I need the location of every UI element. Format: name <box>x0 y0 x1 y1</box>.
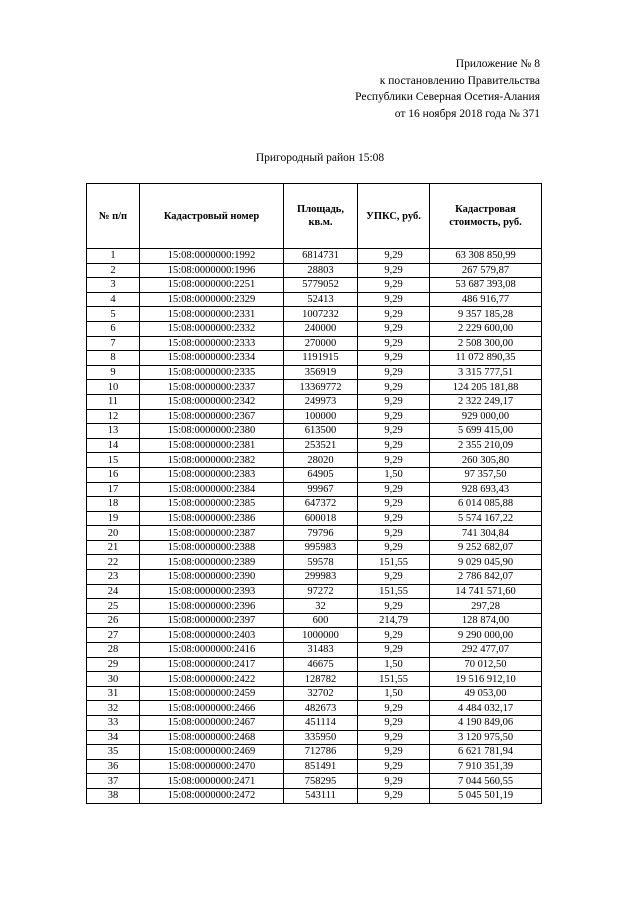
cell-upks: 9,29 <box>358 482 430 497</box>
cell-cadastral-value: 14 741 571,60 <box>430 584 542 599</box>
cell-cadastral-number: 15:08:0000000:2337 <box>140 380 284 395</box>
cell-number: 34 <box>87 730 140 745</box>
cell-number: 20 <box>87 526 140 541</box>
cell-number: 36 <box>87 759 140 774</box>
cell-cadastral-number: 15:08:0000000:2335 <box>140 365 284 380</box>
cell-cadastral-number: 15:08:0000000:2332 <box>140 321 284 336</box>
cell-area: 99967 <box>284 482 358 497</box>
cell-upks: 9,29 <box>358 643 430 658</box>
table-row <box>87 701 542 716</box>
cell-cadastral-value: 124 205 181,88 <box>430 380 542 395</box>
cell-upks: 9,29 <box>358 336 430 351</box>
cell-cadastral-value: 11 072 890,35 <box>430 351 542 366</box>
cell-cadastral-value: 9 029 045,90 <box>430 555 542 570</box>
cell-upks: 9,29 <box>358 365 430 380</box>
cell-number: 23 <box>87 570 140 585</box>
cell-cadastral-value: 9 290 000,00 <box>430 628 542 643</box>
cell-cadastral-number: 15:08:0000000:2387 <box>140 526 284 541</box>
cell-area: 1007232 <box>284 307 358 322</box>
appendix-number: Приложение № 8 <box>455 58 540 70</box>
appendix-date: от 16 ноября 2018 года № 371 <box>394 107 540 120</box>
cell-number: 37 <box>87 774 140 789</box>
table-row <box>87 394 542 409</box>
cell-upks: 9,29 <box>358 351 430 366</box>
cell-cadastral-number: 15:08:0000000:2416 <box>140 643 284 658</box>
cell-number: 28 <box>87 643 140 658</box>
cell-number: 4 <box>87 292 140 307</box>
table-header-row <box>87 184 542 249</box>
cell-cadastral-value: 3 120 975,50 <box>430 730 542 745</box>
table-row <box>87 570 542 585</box>
cell-number: 21 <box>87 540 140 555</box>
cell-cadastral-value: 9 357 185,28 <box>430 307 542 322</box>
table-row <box>87 321 542 336</box>
cell-number: 5 <box>87 307 140 322</box>
cell-cadastral-value: 9 252 682,07 <box>430 540 542 555</box>
cell-cadastral-value: 5 574 167,22 <box>430 511 542 526</box>
cell-area: 13369772 <box>284 380 358 395</box>
cell-upks: 9,29 <box>358 511 430 526</box>
cell-number: 33 <box>87 716 140 731</box>
cell-number: 35 <box>87 745 140 760</box>
table-row <box>87 307 542 322</box>
cell-upks: 9,29 <box>358 759 430 774</box>
table-row <box>87 686 542 701</box>
cell-cadastral-number: 15:08:0000000:2472 <box>140 788 284 803</box>
cell-upks: 9,29 <box>358 540 430 555</box>
cell-cadastral-number: 15:08:0000000:2329 <box>140 292 284 307</box>
cell-number: 6 <box>87 321 140 336</box>
column-header-upks: УПКС, руб. <box>358 184 430 249</box>
cell-cadastral-number: 15:08:0000000:2417 <box>140 657 284 672</box>
cell-area: 335950 <box>284 730 358 745</box>
cell-upks: 9,29 <box>358 526 430 541</box>
cell-number: 16 <box>87 467 140 482</box>
cell-upks: 9,29 <box>358 424 430 439</box>
cell-upks: 1,50 <box>358 467 430 482</box>
cell-upks: 9,29 <box>358 409 430 424</box>
table-row <box>87 249 542 264</box>
cell-cadastral-number: 15:08:0000000:2469 <box>140 745 284 760</box>
page-title: Пригородный район 15:08 <box>255 152 385 164</box>
table-row <box>87 774 542 789</box>
cell-number: 27 <box>87 628 140 643</box>
cell-number: 7 <box>87 336 140 351</box>
cell-cadastral-value: 49 053,00 <box>430 686 542 701</box>
table-row <box>87 584 542 599</box>
cell-cadastral-number: 15:08:0000000:2251 <box>140 278 284 293</box>
table-row <box>87 526 542 541</box>
cell-cadastral-number: 15:08:0000000:2422 <box>140 672 284 687</box>
cell-cadastral-value: 5 699 415,00 <box>430 424 542 439</box>
cell-cadastral-number: 15:08:0000000:2334 <box>140 351 284 366</box>
cell-area: 240000 <box>284 321 358 336</box>
column-header-area: Площадь, кв.м. <box>284 184 358 249</box>
table-row <box>87 365 542 380</box>
cell-area: 647372 <box>284 497 358 512</box>
cell-number: 38 <box>87 788 140 803</box>
cell-cadastral-number: 15:08:0000000:2468 <box>140 730 284 745</box>
cell-area: 79796 <box>284 526 358 541</box>
cell-cadastral-number: 15:08:0000000:2385 <box>140 497 284 512</box>
cell-cadastral-number: 15:08:0000000:2342 <box>140 394 284 409</box>
cell-upks: 9,29 <box>358 716 430 731</box>
cell-number: 18 <box>87 497 140 512</box>
cell-area: 356919 <box>284 365 358 380</box>
cell-area: 128782 <box>284 672 358 687</box>
cell-upks: 9,29 <box>358 380 430 395</box>
cell-upks: 9,29 <box>358 628 430 643</box>
cell-area: 6814731 <box>284 249 358 264</box>
cell-upks: 9,29 <box>358 278 430 293</box>
cell-cadastral-value: 7 044 560,55 <box>430 774 542 789</box>
table-row <box>87 672 542 687</box>
cell-area: 28020 <box>284 453 358 468</box>
cell-area: 270000 <box>284 336 358 351</box>
cell-area: 758295 <box>284 774 358 789</box>
cell-area: 5779052 <box>284 278 358 293</box>
cell-cadastral-value: 70 012,50 <box>430 657 542 672</box>
table-row <box>87 613 542 628</box>
cell-cadastral-value: 260 305,80 <box>430 453 542 468</box>
table-row <box>87 643 542 658</box>
cell-cadastral-value: 4 484 032,17 <box>430 701 542 716</box>
cadastral-table <box>86 183 542 804</box>
cell-cadastral-value: 97 357,50 <box>430 467 542 482</box>
cell-number: 3 <box>87 278 140 293</box>
cell-number: 17 <box>87 482 140 497</box>
cell-cadastral-number: 15:08:0000000:2397 <box>140 613 284 628</box>
cell-cadastral-value: 267 579,87 <box>430 263 542 278</box>
table-row <box>87 292 542 307</box>
cell-upks: 9,29 <box>358 453 430 468</box>
table-row <box>87 745 542 760</box>
table-row <box>87 380 542 395</box>
cell-area: 32 <box>284 599 358 614</box>
table-row <box>87 438 542 453</box>
table-row <box>87 788 542 803</box>
cell-cadastral-value: 297,28 <box>430 599 542 614</box>
cell-area: 97272 <box>284 584 358 599</box>
cell-area: 100000 <box>284 409 358 424</box>
cell-cadastral-number: 15:08:0000000:2389 <box>140 555 284 570</box>
cell-upks: 9,29 <box>358 438 430 453</box>
cell-number: 22 <box>87 555 140 570</box>
table-row <box>87 599 542 614</box>
cell-cadastral-value: 2 355 210,09 <box>430 438 542 453</box>
cell-area: 600018 <box>284 511 358 526</box>
cell-number: 13 <box>87 424 140 439</box>
cell-area: 31483 <box>284 643 358 658</box>
cell-cadastral-number: 15:08:0000000:2467 <box>140 716 284 731</box>
cell-cadastral-number: 15:08:0000000:2331 <box>140 307 284 322</box>
cell-upks: 9,29 <box>358 745 430 760</box>
cell-cadastral-value: 6 014 085,88 <box>430 497 542 512</box>
cell-cadastral-number: 15:08:0000000:2367 <box>140 409 284 424</box>
cell-number: 32 <box>87 701 140 716</box>
table-row <box>87 730 542 745</box>
cell-upks: 214,79 <box>358 613 430 628</box>
cell-cadastral-value: 928 693,43 <box>430 482 542 497</box>
cell-upks: 9,29 <box>358 307 430 322</box>
cell-cadastral-value: 5 045 501,19 <box>430 788 542 803</box>
cell-area: 851491 <box>284 759 358 774</box>
table-row <box>87 263 542 278</box>
cell-cadastral-value: 2 508 300,00 <box>430 336 542 351</box>
table-row <box>87 540 542 555</box>
table-row <box>87 351 542 366</box>
cell-cadastral-value: 2 786 842,07 <box>430 570 542 585</box>
cell-number: 14 <box>87 438 140 453</box>
cell-cadastral-number: 15:08:0000000:2382 <box>140 453 284 468</box>
cell-upks: 9,29 <box>358 730 430 745</box>
cell-area: 28803 <box>284 263 358 278</box>
cell-cadastral-number: 15:08:0000000:2386 <box>140 511 284 526</box>
cell-cadastral-number: 15:08:0000000:2333 <box>140 336 284 351</box>
cell-number: 10 <box>87 380 140 395</box>
cell-upks: 9,29 <box>358 249 430 264</box>
cell-area: 249973 <box>284 394 358 409</box>
cell-cadastral-number: 15:08:0000000:1996 <box>140 263 284 278</box>
cell-area: 59578 <box>284 555 358 570</box>
table-row <box>87 657 542 672</box>
cell-area: 253521 <box>284 438 358 453</box>
cell-upks: 9,29 <box>358 701 430 716</box>
cell-cadastral-value: 53 687 393,08 <box>430 278 542 293</box>
cell-cadastral-value: 4 190 849,06 <box>430 716 542 731</box>
cell-area: 1191915 <box>284 351 358 366</box>
cell-upks: 1,50 <box>358 686 430 701</box>
table-row <box>87 453 542 468</box>
cell-upks: 1,50 <box>358 657 430 672</box>
cell-cadastral-number: 15:08:0000000:2381 <box>140 438 284 453</box>
cell-cadastral-number: 15:08:0000000:1992 <box>140 249 284 264</box>
cell-cadastral-value: 6 621 781,94 <box>430 745 542 760</box>
cell-cadastral-value: 3 315 777,51 <box>430 365 542 380</box>
cell-upks: 9,29 <box>358 570 430 585</box>
cell-cadastral-number: 15:08:0000000:2393 <box>140 584 284 599</box>
appendix-republic: Республики Северная Осетия-Алания <box>355 91 540 103</box>
cell-cadastral-number: 15:08:0000000:2390 <box>140 570 284 585</box>
cell-number: 9 <box>87 365 140 380</box>
appendix-header <box>220 56 540 122</box>
table-body <box>87 249 542 804</box>
cell-cadastral-number: 15:08:0000000:2380 <box>140 424 284 439</box>
cell-number: 31 <box>87 686 140 701</box>
cell-area: 451114 <box>284 716 358 731</box>
table-row <box>87 424 542 439</box>
cell-cadastral-value: 2 229 600,00 <box>430 321 542 336</box>
table-row <box>87 336 542 351</box>
cell-area: 299983 <box>284 570 358 585</box>
cell-number: 24 <box>87 584 140 599</box>
cell-upks: 151,55 <box>358 584 430 599</box>
cell-upks: 151,55 <box>358 555 430 570</box>
table-row <box>87 482 542 497</box>
cell-upks: 9,29 <box>358 263 430 278</box>
cell-cadastral-number: 15:08:0000000:2466 <box>140 701 284 716</box>
cell-area: 1000000 <box>284 628 358 643</box>
cell-upks: 151,55 <box>358 672 430 687</box>
cell-cadastral-value: 7 910 351,39 <box>430 759 542 774</box>
table-row <box>87 628 542 643</box>
table-row <box>87 759 542 774</box>
cell-cadastral-number: 15:08:0000000:2403 <box>140 628 284 643</box>
cell-area: 995983 <box>284 540 358 555</box>
cell-number: 30 <box>87 672 140 687</box>
cell-cadastral-value: 2 322 249,17 <box>430 394 542 409</box>
cell-cadastral-number: 15:08:0000000:2396 <box>140 599 284 614</box>
cell-upks: 9,29 <box>358 292 430 307</box>
appendix-resolution-ref: к постановлению Правительства <box>379 74 540 87</box>
cell-number: 11 <box>87 394 140 409</box>
cell-cadastral-value: 19 516 912,10 <box>430 672 542 687</box>
cell-upks: 9,29 <box>358 599 430 614</box>
cell-number: 8 <box>87 351 140 366</box>
cell-cadastral-value: 929 000,00 <box>430 409 542 424</box>
cell-number: 29 <box>87 657 140 672</box>
cell-cadastral-number: 15:08:0000000:2459 <box>140 686 284 701</box>
cell-cadastral-value: 128 874,00 <box>430 613 542 628</box>
cell-cadastral-number: 15:08:0000000:2383 <box>140 467 284 482</box>
table-row <box>87 497 542 512</box>
column-header-cadastral-value: Кадастровая стоимость, руб. <box>430 184 542 249</box>
cell-number: 15 <box>87 453 140 468</box>
cell-area: 482673 <box>284 701 358 716</box>
column-header-number: № п/п <box>87 184 140 249</box>
table-row <box>87 278 542 293</box>
cell-cadastral-value: 292 477,07 <box>430 643 542 658</box>
cell-area: 46675 <box>284 657 358 672</box>
cell-cadastral-value: 741 304,84 <box>430 526 542 541</box>
cell-upks: 9,29 <box>358 788 430 803</box>
cell-cadastral-number: 15:08:0000000:2384 <box>140 482 284 497</box>
cell-number: 26 <box>87 613 140 628</box>
column-header-cadastral-number: Кадастровый номер <box>140 184 284 249</box>
cell-area: 600 <box>284 613 358 628</box>
table-row <box>87 511 542 526</box>
cell-cadastral-number: 15:08:0000000:2470 <box>140 759 284 774</box>
cell-upks: 9,29 <box>358 394 430 409</box>
cell-area: 543111 <box>284 788 358 803</box>
cell-cadastral-number: 15:08:0000000:2471 <box>140 774 284 789</box>
cell-area: 712786 <box>284 745 358 760</box>
table-row <box>87 467 542 482</box>
cell-cadastral-value: 63 308 850,99 <box>430 249 542 264</box>
table-row <box>87 716 542 731</box>
cell-area: 64905 <box>284 467 358 482</box>
cell-area: 32702 <box>284 686 358 701</box>
cell-upks: 9,29 <box>358 774 430 789</box>
cell-number: 25 <box>87 599 140 614</box>
cell-upks: 9,29 <box>358 497 430 512</box>
cell-number: 1 <box>87 249 140 264</box>
cell-upks: 9,29 <box>358 321 430 336</box>
table-row <box>87 555 542 570</box>
cell-number: 19 <box>87 511 140 526</box>
cell-number: 12 <box>87 409 140 424</box>
cell-area: 52413 <box>284 292 358 307</box>
cell-cadastral-number: 15:08:0000000:2388 <box>140 540 284 555</box>
cell-area: 613500 <box>284 424 358 439</box>
cell-number: 2 <box>87 263 140 278</box>
table-row <box>87 409 542 424</box>
cell-cadastral-value: 486 916,77 <box>430 292 542 307</box>
